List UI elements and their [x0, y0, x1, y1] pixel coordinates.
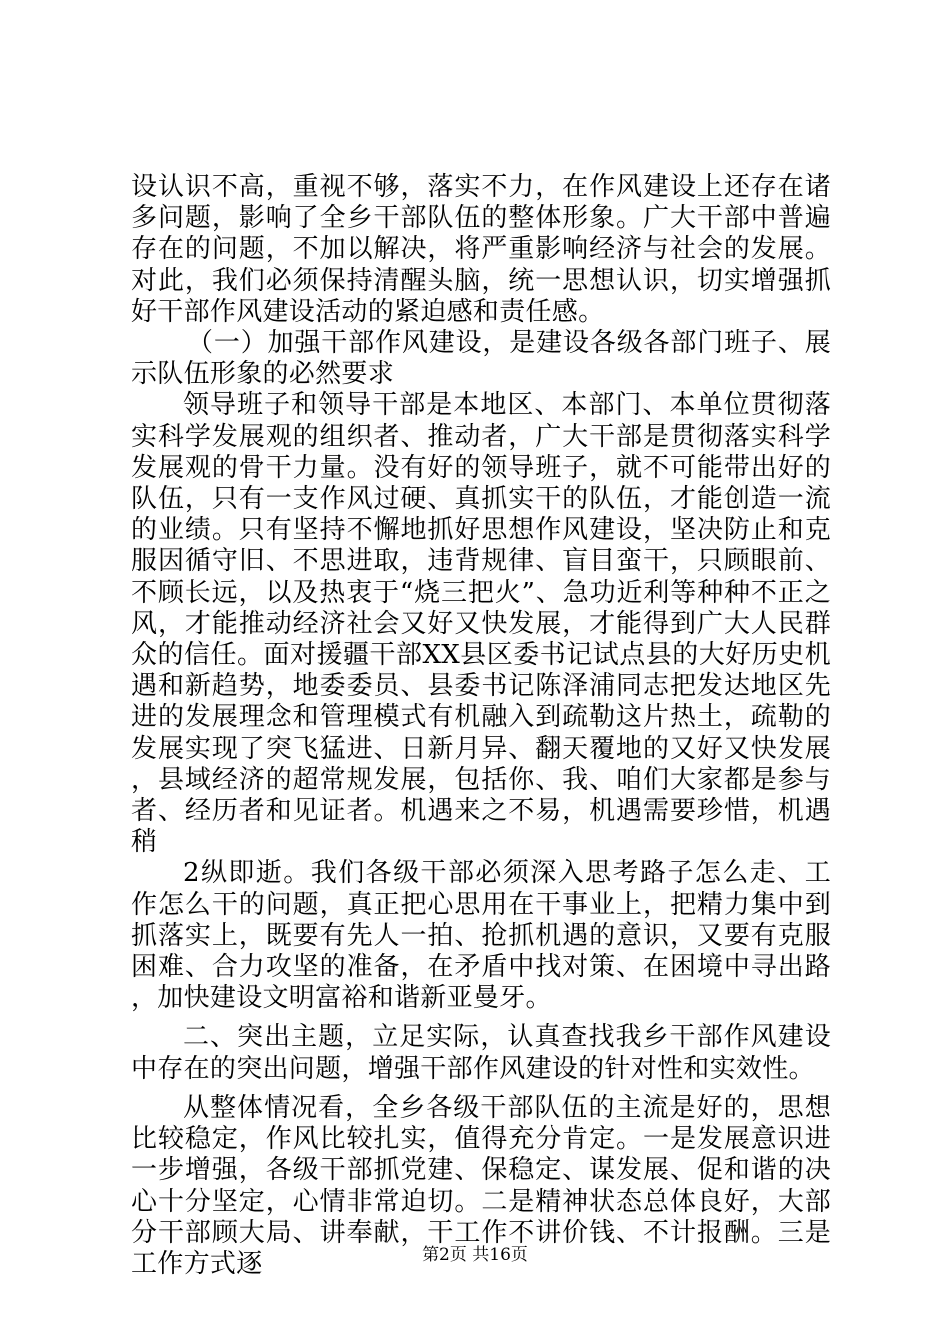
paragraph-body: 从整体情况看，全乡各级干部队伍的主流是好的，思想比较稳定，作风比较扎实，值得充分肯定。一是发展意识进一步增强，各级干部抓党建、保稳定、谋发展、促和谐的决心十分坚定，心情非常迫切。二是精神状态总体良好，大部分干部顾大局、讲奉献，干工作不讲价钱、不计报酬。三是工作方式逐 [131, 1092, 831, 1279]
document-body [131, 172, 831, 1280]
page-number-footer: 第2页 共16页 [422, 1245, 528, 1265]
paragraph-section-heading: （一）加强干部作风建设，是建设各级各部门班子、展示队伍形象的必然要求 [131, 328, 831, 390]
paragraph-body: 2纵即逝。我们各级干部必须深入思考路子怎么走、工作怎么干的问题，真正把心思用在干事业上，把精力集中到抓落实上，既要有先人一拍、抢抓机遇的意识，又要有克服困难、合力攻坚的准备，在矛盾中找对策、在困境中寻出路，加快建设文明富裕和谐新亚曼牙。 [131, 858, 831, 1014]
paragraph-section-heading: 二、突出主题，立足实际，认真查找我乡干部作风建设中存在的突出问题，增强干部作风建设的针对性和实效性。 [131, 1022, 831, 1084]
paragraph-continuation: 设认识不高，重视不够，落实不力，在作风建设上还存在诸多问题，影响了全乡干部队伍的整体形象。广大干部中普遍存在的问题，不加以解决，将严重影响经济与社会的发展。对此，我们必须保持清醒头脑，统一思想认识，切实增强抓好干部作风建设活动的紧迫感和责任感。 [131, 172, 831, 327]
paragraph-body: 领导班子和领导干部是本地区、本部门、本单位贯彻落实科学发展观的组织者、推动者，广大干部是贯彻落实科学发展观的骨干力量。没有好的领导班子，就不可能带出好的队伍，只有一支作风过硬、真抓实干的队伍，才能创造一流的业绩。只有坚持不懈地抓好思想作风建设，坚决防止和克服因循守旧、不思进取，违背规律、盲目蛮干，只顾眼前、不顾长远，以及热衷于“烧三把火”、急功近利等种种不正之风，才能推动经济社会又好又快发展，才能得到广大人民群众的信任。面对援疆干部XX县区委书记试点县的大好历史机遇和新趋势，地委委员、县委书记陈泽浦同志把发达地区先进的发展理念和管理模式有机融入到疏勒这片热土，疏勒的发展实现了突飞猛进、日新月异、翻天覆地的又好又快发展，县域经济的超常规发展，包括你、我、咱们大家都是参与者、经历者和见证者。机遇来之不易，机遇需要珍惜，机遇稍 [131, 390, 831, 858]
